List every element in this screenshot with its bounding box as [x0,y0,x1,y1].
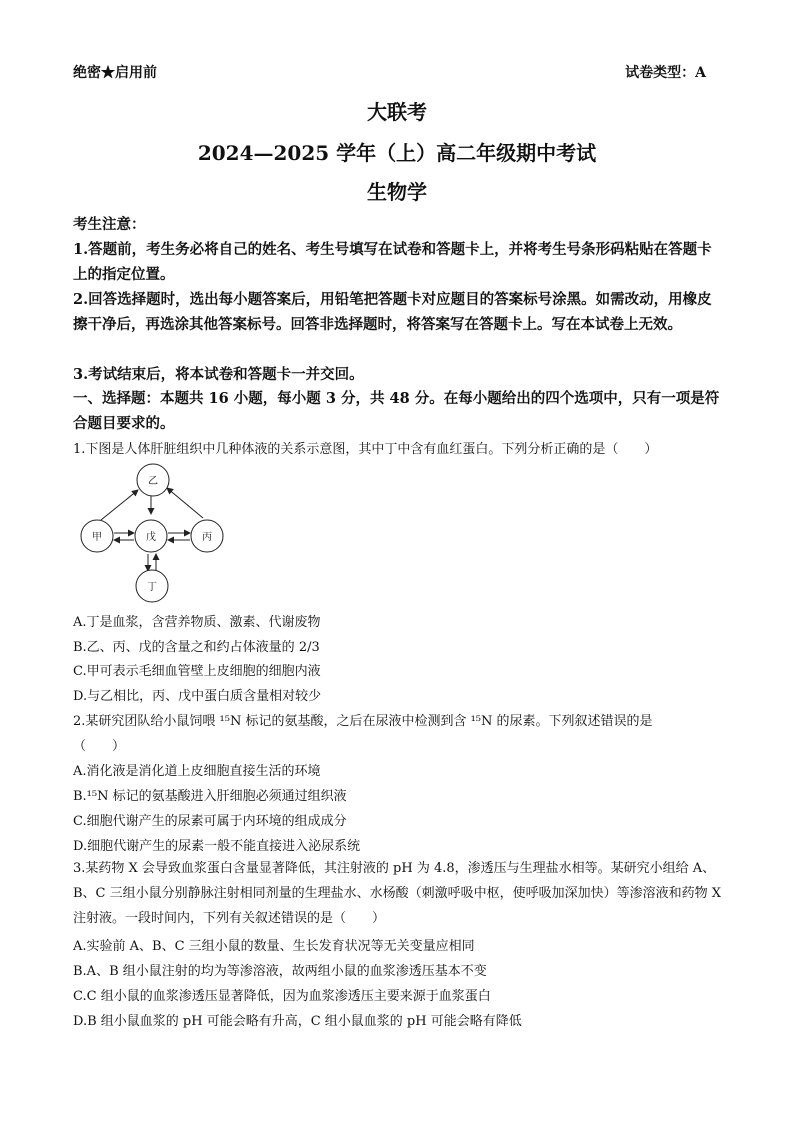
node-ding-label: 丁 [147,582,157,593]
q3-option-a: A.实验前 A、B、C 三组小鼠的数量、生长发育状况等无关变量应相同 [73,939,475,954]
notice-item-2: 2.回答选择题时，选出每小题答案后，用铅笔把答题卡对应题目的答案标号涂黑。如需改动，用橡皮擦干净后，再选涂其他答案标号。回答非选择题时，将答案写在答题卡上。写在本试卷上无效。 [73,291,712,333]
q2-stem-line2: （ ） [73,739,126,754]
q2-option-b: B.¹⁵N 标记的氨基酸进入肝细胞必须通过组织液 [73,789,347,804]
section-instruction: 一、选择题：本题共 16 小题，每小题 3 分，共 48 分。在每小题给出的四个选项中，只有一项是符合题目要求的。 [73,390,720,432]
paper-type-label: 试卷类型：A [625,65,706,81]
q3-option-c: C.C 组小鼠的血浆渗透压显著降低，因为血浆渗透压主要来源于血浆蛋白 [73,989,491,1004]
q2-option-c: C.细胞代谢产生的尿素可属于内环境的组成成分 [73,814,347,829]
node-yi-label: 乙 [148,476,158,487]
node-wu-label: 戊 [146,532,156,543]
arrow-bing-to-yi [167,488,203,518]
confidential-label: 绝密★启用前 [73,65,157,81]
notice-item-1: 1.答题前，考生务必将自己的姓名、考生号填写在试卷和答题卡上，并将考生号条形码粘贴在答题卡上的指定位置。 [73,241,712,283]
q1-option-a: A.丁是血浆，含营养物质、激素、代谢废物 [73,615,321,630]
q3-stem: 3.某药物 X 会导致血浆蛋白含量显著降低，其注射液的 pH 为 4.8，渗透压与生理盐水相等。某研究小组给 A、B、C 三组小鼠分别静脉注射相同剂量的生理盐水、水杨酸（刺激呼吸中枢，使呼吸加深加快）等渗溶液和药物 X 注射液。一段时间内，下列有关叙述错误的是（ ） [73,861,722,926]
node-jia-label: 甲 [92,532,102,543]
subject-title: 生物学 [367,180,427,204]
q1-option-c: C.甲可表示毛细血管壁上皮细胞的细胞内液 [73,664,321,679]
notice-item-3: 3.考试结束后，将本试卷和答题卡一并交回。 [73,366,364,383]
arrow-jia-to-yi [101,490,138,520]
q2-option-d: D.细胞代谢产生的尿素一般不能直接进入泌尿系统 [73,839,361,854]
q3-option-d: D.B 组小鼠血浆的 pH 可能会略有升高，C 组小鼠血浆的 pH 可能会略有降低 [73,1014,522,1029]
body-fluid-diagram [73,458,243,608]
q2-stem-line1: 2.某研究团队给小鼠饲喂 ¹⁵N 标记的氨基酸，之后在尿液中检测到含 ¹⁵N 的尿素。下列叙述错误的是 [73,714,653,729]
q3-option-b: B.A、B 组小鼠注射的均为等渗溶液，故两组小鼠的血浆渗透压基本不变 [73,964,487,979]
exam-title: 2024—2025 学年（上）高二年级期中考试 [197,141,597,165]
q2-option-a: A.消化液是消化道上皮细胞直接生活的环境 [73,764,321,779]
q1-option-b: B.乙、丙、戊的含量之和约占体液量的 2/3 [73,640,320,655]
node-bing-label: 丙 [202,532,212,543]
org-title: 大联考 [367,100,427,124]
q1-option-d: D.与乙相比，丙、戊中蛋白质含量相对较少 [73,689,322,704]
q1-stem: 1.下图是人体肝脏组织中几种体液的关系示意图，其中丁中含有血红蛋白。下列分析正确的是（ ） [73,442,658,457]
notice-heading: 考生注意： [73,216,146,233]
